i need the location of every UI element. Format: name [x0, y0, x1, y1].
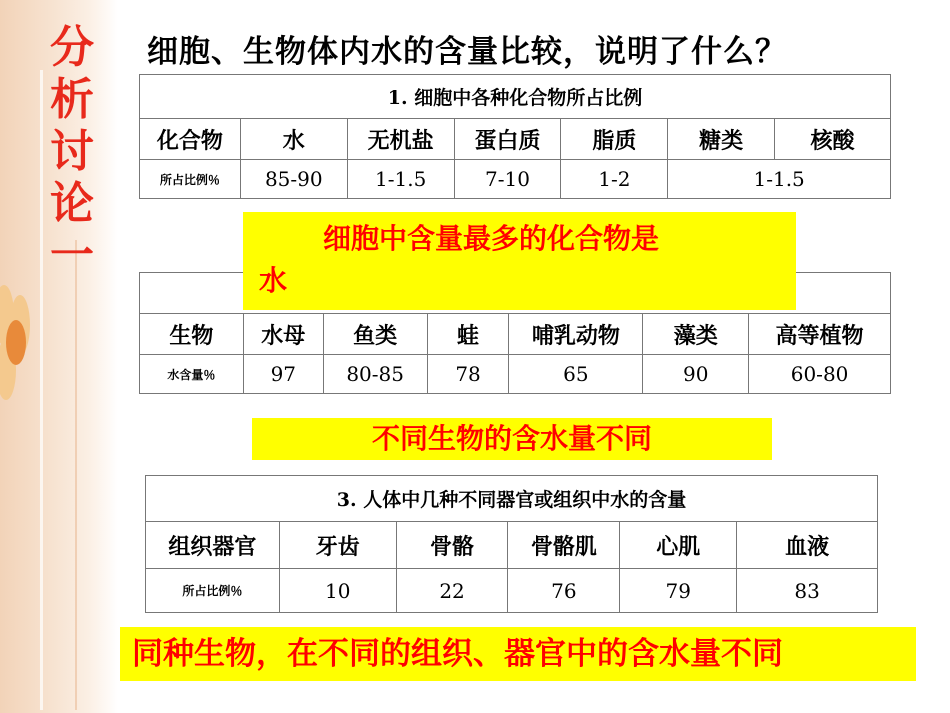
value-cell: 83 [737, 569, 878, 613]
table-cell-compounds [139, 74, 891, 199]
header-cell: 核酸 [775, 119, 891, 160]
side-title-char: 讨 [50, 126, 94, 177]
side-title-char: 一 [50, 230, 94, 281]
value-cell: 80-85 [323, 355, 427, 394]
callout-text: 水 [259, 264, 288, 297]
header-cell: 牙齿 [279, 522, 396, 569]
table-row [146, 569, 878, 613]
decoration-line [75, 240, 77, 710]
value-cell: 22 [396, 569, 508, 613]
side-title [44, 22, 100, 282]
table-caption-row [140, 75, 891, 119]
conclusion-callout-3: 同种生物，在不同的组织、器官中的含水量不同 [120, 627, 916, 681]
header-cell: 高等植物 [749, 314, 891, 355]
table-caption: 3. 人体中几种不同器官或组织中水的含量 [146, 476, 878, 522]
header-cell: 水 [240, 119, 347, 160]
value-cell: 1-1.5 [668, 160, 891, 199]
value-cell: 90 [643, 355, 749, 394]
value-cell: 65 [509, 355, 643, 394]
row-label: 所占比例％ [140, 160, 241, 199]
header-cell: 藻类 [643, 314, 749, 355]
row-label: 水含量％ [140, 355, 244, 394]
side-title-char: 论 [50, 178, 94, 229]
value-cell: 1-1.5 [347, 160, 454, 199]
header-cell: 蛋白质 [454, 119, 561, 160]
row-label: 所占比例％ [146, 569, 280, 613]
header-cell: 化合物 [140, 119, 241, 160]
conclusion-callout-2: 不同生物的含水量不同 [252, 418, 772, 460]
table-header-row [146, 522, 878, 569]
header-cell: 血液 [737, 522, 878, 569]
table-caption-row [146, 476, 878, 522]
question-heading: 细胞、生物体内水的含量比较，说明了什么？ [147, 34, 787, 70]
header-cell: 生物 [140, 314, 244, 355]
side-title-char: 分 [50, 22, 94, 73]
decoration-line [40, 70, 43, 710]
value-cell: 10 [279, 569, 396, 613]
header-cell: 水母 [243, 314, 323, 355]
header-cell: 骨骼肌 [508, 522, 620, 569]
header-cell: 脂质 [561, 119, 668, 160]
table-header-row [140, 314, 891, 355]
header-cell: 骨骼 [396, 522, 508, 569]
table-organs [145, 475, 878, 613]
value-cell: 97 [243, 355, 323, 394]
header-cell: 心肌 [620, 522, 737, 569]
table-row [140, 160, 891, 199]
header-cell: 无机盐 [347, 119, 454, 160]
value-cell: 60-80 [749, 355, 891, 394]
table-caption: 1. 细胞中各种化合物所占比例 [140, 75, 891, 119]
value-cell: 79 [620, 569, 737, 613]
table-row [140, 355, 891, 394]
header-cell: 组织器官 [146, 522, 280, 569]
header-cell: 糖类 [668, 119, 775, 160]
value-cell: 1-2 [561, 160, 668, 199]
callout-text: 细胞中含量最多的化合物是 [323, 222, 660, 255]
header-cell: 哺乳动物 [509, 314, 643, 355]
flower-decoration-icon [0, 285, 40, 405]
table-header-row [140, 119, 891, 160]
value-cell: 7-10 [454, 160, 561, 199]
value-cell: 78 [427, 355, 509, 394]
value-cell: 85-90 [240, 160, 347, 199]
conclusion-callout-1 [243, 212, 796, 310]
header-cell: 蛙 [427, 314, 509, 355]
header-cell: 鱼类 [323, 314, 427, 355]
value-cell: 76 [508, 569, 620, 613]
side-title-char: 析 [50, 74, 94, 125]
